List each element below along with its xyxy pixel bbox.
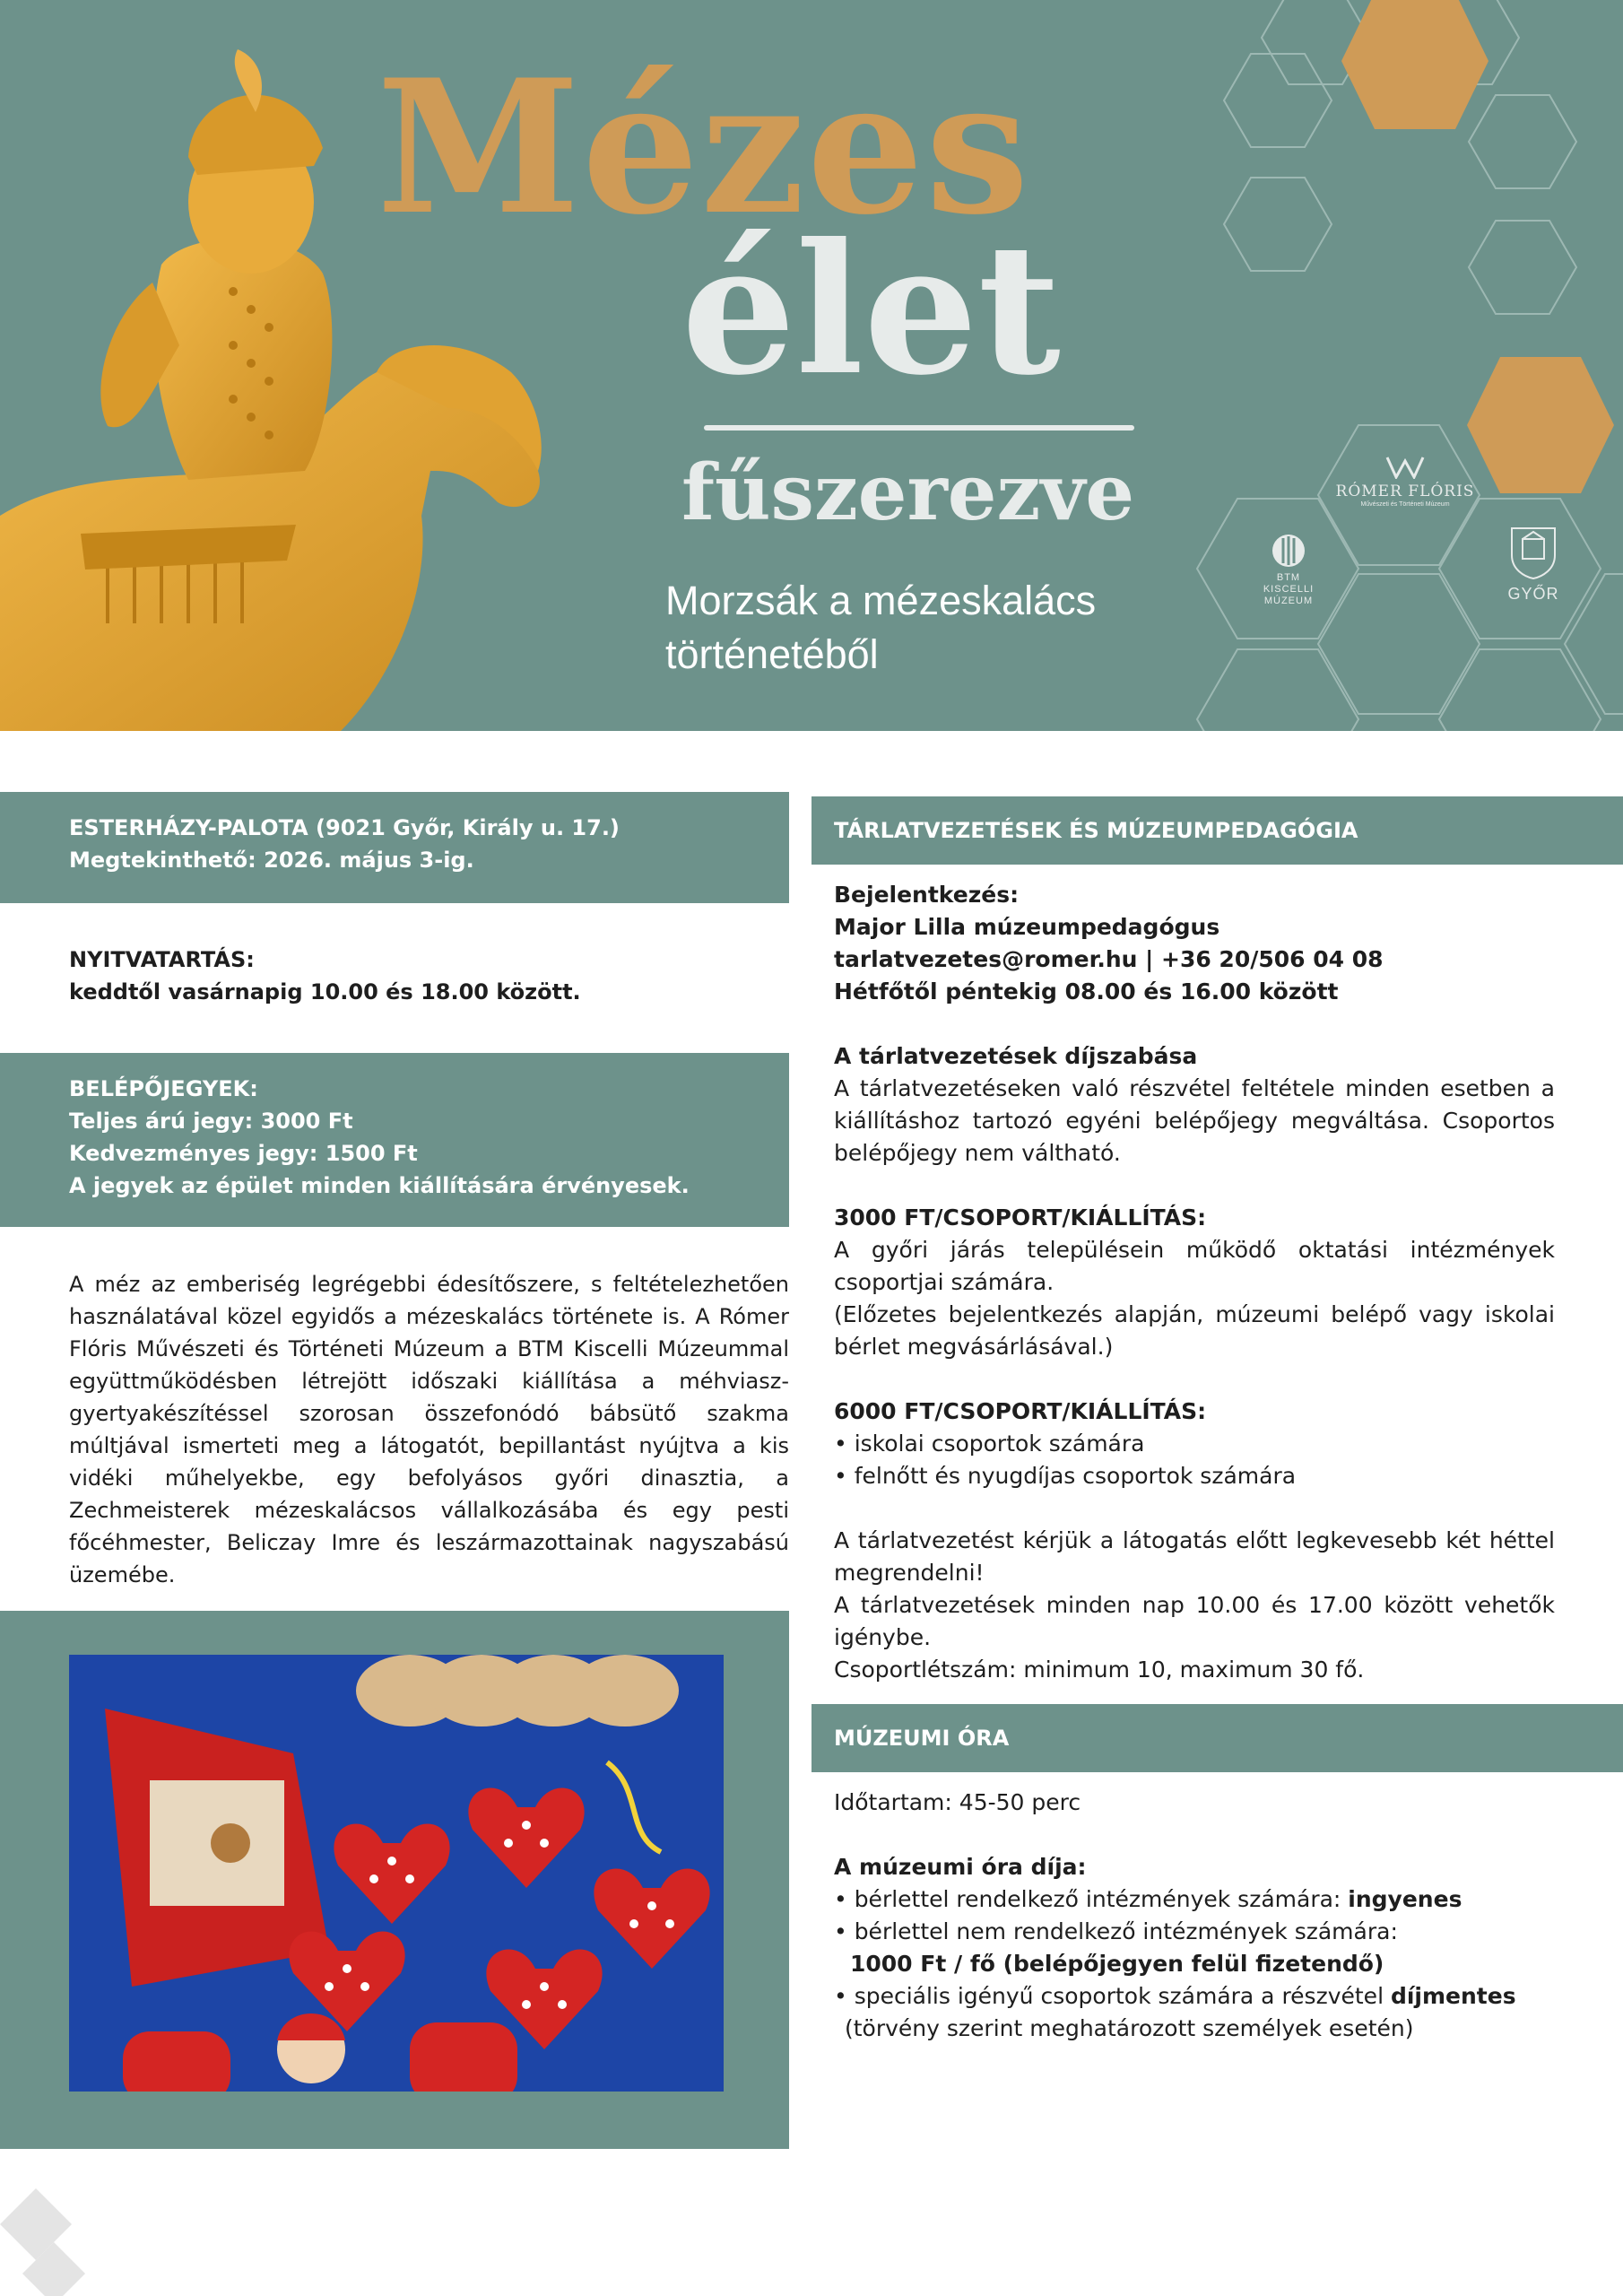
ticket-full-price: Teljes árú jegy: 3000 Ft	[69, 1109, 353, 1134]
btm-kiscelli-logo	[1248, 533, 1329, 607]
price1-note: (Előzetes bejelentkezés alapján, múzeumi belépő vagy iskolai bérlet megvásárlásával.)	[834, 1301, 1555, 1360]
btm-emblem-icon	[1271, 533, 1306, 569]
honey-hexagon-top	[1341, 0, 1488, 129]
venue-dates: Megtekinthető: 2026. május 3-ig.	[69, 848, 474, 873]
romer-emblem-icon	[1385, 456, 1425, 479]
lesson-fee-heading: A múzeumi óra díja:	[834, 1854, 1087, 1880]
venue-address: ESTERHÁZY-PALOTA (9021 Győr, Király u. 17.)	[69, 815, 620, 840]
tour-fee-heading: A tárlatvezetések díjszabása	[834, 1043, 1198, 1069]
price2-item: • felnőtt és nyugdíjas csoportok számára	[834, 1463, 1297, 1489]
gyor-coat-of-arms-icon	[1506, 525, 1560, 580]
opening-heading: NYITVATARTÁS:	[69, 947, 255, 972]
group-size: Csoportlétszám: minimum 10, maximum 30 fő.	[834, 1657, 1365, 1683]
subtitle-line-2: történetéből	[665, 631, 879, 677]
guided-tours-band	[812, 796, 1623, 865]
lesson-fee-item-3-text: • speciális igényű csoportok számára a részvétel	[834, 1983, 1391, 2009]
ticket-note: A jegyek az épület minden kiállítására érvényesek.	[69, 1173, 690, 1198]
btm-logo-line-2: KISCELLI	[1263, 584, 1315, 595]
gingerbread-hearts-photo	[69, 1655, 724, 2092]
btm-logo-line-1: BTM	[1276, 572, 1301, 583]
romer-logo-name: RÓMER FLÓRIS	[1335, 483, 1475, 500]
registration-contact: tarlatvezetes@romer.hu | +36 20/506 04 08	[834, 946, 1384, 972]
romer-floris-logo	[1329, 456, 1481, 509]
price2-heading: 6000 FT/CSOPORT/KIÁLLÍTÁS:	[834, 1398, 1207, 1424]
subtitle-line-1: Morzsák a mézeskalács	[665, 578, 1097, 623]
romer-logo-subtitle: Művészeti és Történeti Múzeum	[1360, 501, 1450, 508]
lesson-fee-item-1-value: ingyenes	[1348, 1886, 1462, 1912]
venue-band	[0, 792, 789, 903]
honey-hexagon-right	[1467, 357, 1614, 493]
ticket-reduced-price: Kedvezményes jegy: 1500 Ft	[69, 1141, 418, 1166]
lesson-fee-item-3	[834, 1980, 1555, 2013]
title-fuszerezve: fűszerezve	[681, 448, 1135, 538]
lesson-fee-item-2-value: 1000 Ft / fő (belépőjegyen felül fizetendő)	[850, 1951, 1384, 1977]
lesson-fee-item-1	[834, 1883, 1555, 1916]
order-text: A tárlatvezetést kérjük a látogatás előtt legkevesebb két héttel megrendelni!	[834, 1527, 1555, 1586]
title-elet: élet	[681, 204, 1061, 415]
registration-label: Bejelentkezés:	[834, 882, 1020, 908]
tickets-heading: BELÉPŐJEGYEK:	[69, 1076, 258, 1101]
title-mezes: Mézes	[377, 40, 1031, 256]
subtitle	[665, 574, 1203, 682]
title-divider	[704, 425, 1134, 430]
price1-heading: 3000 FT/CSOPORT/KIÁLLÍTÁS:	[834, 1205, 1207, 1231]
opening-hours	[69, 944, 768, 1008]
lesson-fee-item-3-note: (törvény szerint meghatározott személyek esetén)	[845, 2015, 1414, 2041]
corner-watermark-icon	[0, 2188, 117, 2296]
guided-tours-heading: TÁRLATVEZETÉSEK ÉS MÚZEUMPEDAGÓGIA	[834, 818, 1358, 843]
lesson-fee-item-3-value: díjmentes	[1390, 1983, 1516, 2009]
price1-text: A győri járás településein működő oktatási intézmények csoportjai számára.	[834, 1237, 1555, 1295]
gyor-logo-label: GYŐR	[1507, 585, 1559, 603]
gyor-logo	[1488, 525, 1578, 604]
header-banner	[0, 0, 1623, 731]
guided-tours-content	[834, 879, 1555, 1686]
intro-paragraph: A méz az emberiség legrégebbi édesítőszere, s feltételezhetően használatával közel egyidős a mézeskalács története is. A Rómer Flóris Művészeti és Történeti Múzeum a BTM Kiscelli Múzeummal együttműködésben létrejött időszaki kiállítása a méhviasz-gyertyakészítéssel szorosan összefonódó bábsütő szakma múltjával ismerteti meg a látogatót, bepillantást nyújtva a kis vidéki műhelyekbe, egy befolyásos győri dinasztia, a Zechmeisterek mézeskalácsos vállalkozásába és egy pesti főcéhmester, Beliczay Imre és leszármazottainak nagyszabású üzemébe.	[69, 1272, 789, 1587]
opening-text: keddtől vasárnapig 10.00 és 18.00 között.	[69, 979, 581, 1004]
lesson-fee-item-1-text: • bérlettel rendelkező intézmények számára:	[834, 1886, 1349, 1912]
time-text: A tárlatvezetések minden nap 10.00 és 17.00 között vehetők igénybe.	[834, 1592, 1555, 1650]
btm-logo-line-3: MÚZEUM	[1263, 596, 1314, 606]
tickets-band	[0, 1053, 789, 1227]
lesson-fee-item-2-text: • bérlettel nem rendelkező intézmények számára:	[834, 1918, 1398, 1944]
registration-hours: Hétfőtől péntekig 08.00 és 16.00 között	[834, 978, 1339, 1004]
price2-item: • iskolai csoportok számára	[834, 1431, 1145, 1457]
lesson-duration: Időtartam: 45-50 perc	[834, 1789, 1081, 1815]
tour-fee-text: A tárlatvezetéseken való részvétel feltétele minden esetben a kiállításhoz tartozó egyéni belépőjegy megváltása. Csoportos belépőjegy nem váltható.	[834, 1075, 1555, 1166]
gingerbread-hearts-illustration	[69, 1655, 724, 2092]
museum-lesson-content	[834, 1787, 1555, 2045]
museum-lesson-heading: MÚZEUMI ÓRA	[834, 1726, 1010, 1751]
registration-name: Major Lilla múzeumpedagógus	[834, 914, 1220, 940]
museum-lesson-band	[812, 1704, 1623, 1772]
